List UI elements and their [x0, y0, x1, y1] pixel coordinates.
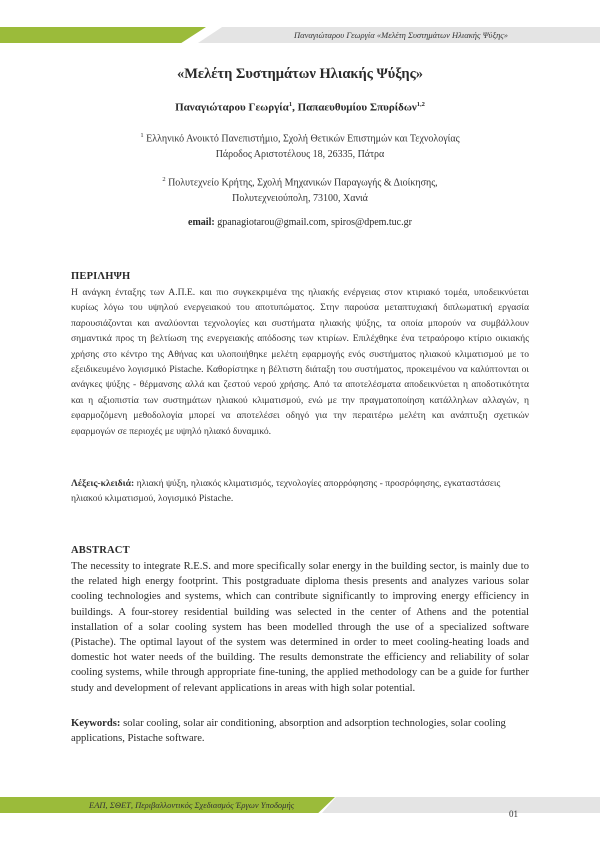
keywords-en-text: solar cooling, solar air conditioning, absorption and adsorption technologies, solar cooling applications, Pistache software.	[71, 718, 506, 745]
author-names: Παναγιώταρου Γεωργία	[175, 101, 289, 114]
affil1-line2: Πάροδος Αριστοτέλους 18, 26335, Πάτρα	[215, 148, 385, 160]
abstract-en-text: The necessity to integrate R.E.S. and more specifically solar energy in the building sector, is mainly due to the related high energy footprint. This postgraduate diploma thesis presents and analyzes various solar cooling technologies and systems, which can contribute significantly to improving energy efficiency in buildings. A four-storey residential building was selected in the center of Athens and the potential installation of a solar cooling system has been modelled through the use of a specialized software (Pistache). The optimal layout of the system was determined in order to meet cooling-heating loads and domestic hot water needs of the building. The results demonstrate the efficiency and reliability of solar cooling systems, while through appropriate fine-tuning, the applied methodology can be a guide for further study and development of relevant applications in areas with high solar potential.	[71, 561, 529, 694]
email-addresses[interactable]: gpanagiotarou@gmail.com, spiros@dpem.tuc.gr	[217, 217, 412, 228]
keywords-gr-label: Λέξεις-κλειδιά:	[71, 478, 135, 489]
running-title: Παναγιώταρου Γεωργία «Μελέτη Συστημάτων Ηλιακής Ψύξης»	[293, 30, 508, 40]
keywords-en-label: Keywords:	[71, 718, 121, 729]
abstract-gr-text: Η ανάγκη ένταξης των Α.Π.Ε. και πιο συγκεκριμένα της ηλιακής ενέργειας στον κτιριακό τομέα, υποδεικνύεται κυρίως λόγω του υψηλού ενεργειακού του αποτυπώματος. Στην παρούσα μεταπτυχιακή διπλωματική εργασία παρουσιάζονται και αναλύονται τεχνολογίες και συστήματα ηλιακής ψύξης, τα οποία μπορούν να συμβάλλουν σημαντικά προς τη βελτίωση της ενεργειακής απόδοσης των κτιρίων. Επιλέχθηκε ένα τετραόροφο κτίριο οικιακής χρήσης στο κέντρο της Αθήνας και υλοποιήθηκε μελέτη εφαρμογής ενός συστήματος ηλιακού κλιματισμού με το εξειδικευμένο λογισμικό Pistache. Καθορίστηκε η βέλτιστη διάταξη του συστήματος, προκειμένου να καλύπτονται οι ανάγκες ψύξης - θέρμανσης αλλά και ζεστού νερού χρήσης. Από τα αποτελέσματα αποδεικνύεται η αποδοτικότητα και η αξιοπιστία των συστημάτων ηλιακού κλιματισμού, ενώ με την πραγματοποίηση κατάλληλων αλλαγών, η εφαρμοζόμενη μεθοδολογία μπορεί να αποτελέσει οδηγό για την περαιτέρω μελέτη και ανάπτυξη σχετικών εφαρμογών σε περιοχές με υψηλό ηλιακό δυναμικό.	[71, 287, 529, 437]
header-green-band	[0, 27, 206, 43]
author1-affil-mark: 1	[288, 101, 293, 108]
footer-text: ΕΑΠ, ΣΘΕΤ, Περιβαλλοντικός Σχεδιασμός Έργων Υποδομής	[89, 800, 295, 810]
author2-affil-mark: 1,2	[416, 101, 425, 108]
affil2-line2: Πολυτεχνειούπολη, 73100, Χανιά	[232, 192, 368, 204]
keywords-gr-text: ηλιακή ψύξη, ηλιακός κλιματισμός, τεχνολογίες απορρόφησης - προσρόφησης, εγκαταστάσεις ηλιακού κλιματισμού, λογισμικό Pistache.	[71, 478, 501, 505]
author-list	[0, 101, 600, 114]
keywords-gr	[71, 476, 529, 507]
email-line	[0, 217, 600, 228]
abstract-en-heading: ABSTRACT	[71, 545, 130, 556]
footer-grey-band	[322, 797, 600, 813]
affil2-mark: 2	[162, 176, 166, 183]
affil1-mark: 1	[140, 132, 144, 139]
affiliation-1	[0, 128, 600, 162]
page-number: 01	[509, 809, 518, 819]
keywords-en	[71, 716, 529, 746]
paper-title: «Μελέτη Συστημάτων Ηλιακής Ψύξης»	[176, 66, 424, 82]
abstract-gr-heading: ΠΕΡΙΛΗΨΗ	[71, 271, 131, 282]
email-label: email:	[188, 217, 215, 228]
affil1-line1: Ελληνικό Ανοικτό Πανεπιστήμιο, Σχολή Θετικών Επιστημών και Τεχνολογίας	[146, 133, 460, 145]
affiliation-2	[0, 172, 600, 206]
author2-name: , Παπαευθυμίου Σπυρίδων	[292, 101, 417, 114]
affil2-line1: Πολυτεχνείο Κρήτης, Σχολή Μηχανικών Παραγωγής & Διοίκησης,	[168, 177, 438, 189]
